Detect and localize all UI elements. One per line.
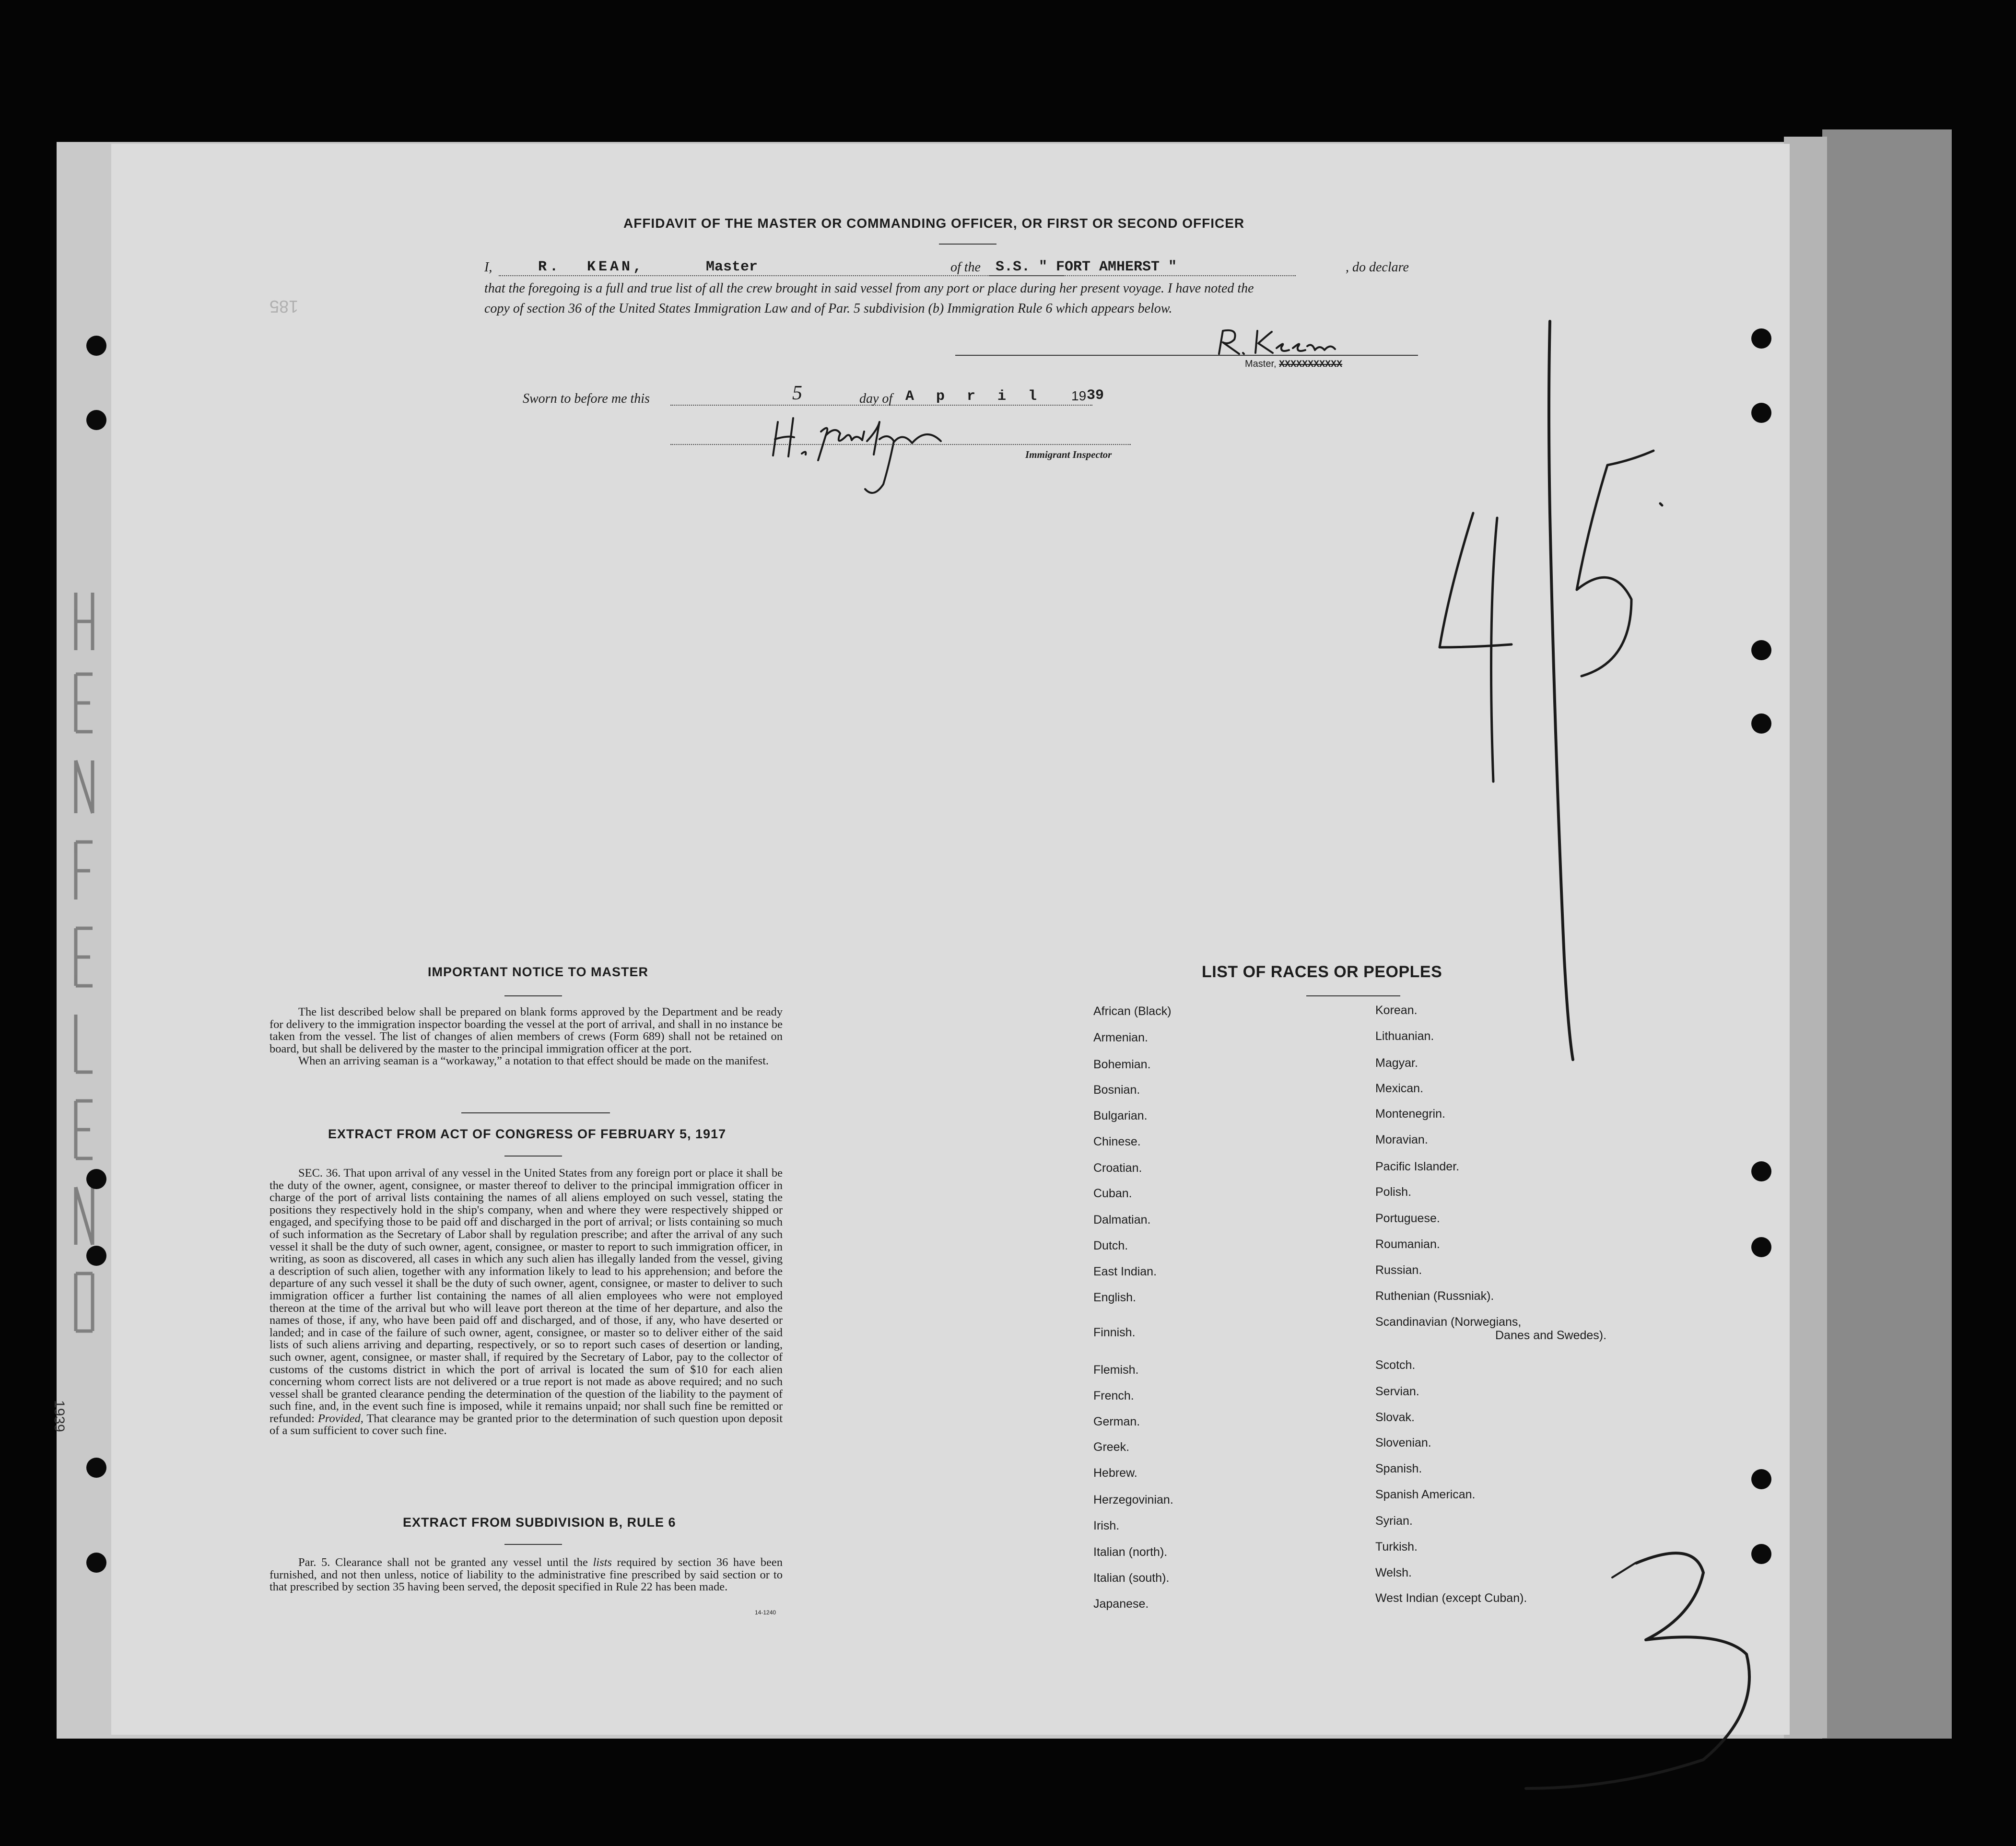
- race-left-item: Greek.: [1093, 1440, 1130, 1454]
- race-left-item: Bosnian.: [1093, 1083, 1140, 1097]
- binder-hole: [1751, 713, 1771, 734]
- binding-strip: [1822, 129, 1952, 1739]
- race-left-item: Irish.: [1093, 1519, 1120, 1532]
- race-left-item: Bohemian.: [1093, 1058, 1151, 1071]
- day-of-label: day of: [859, 391, 893, 406]
- handwritten-markings: [1406, 312, 1838, 1846]
- race-left-item: Japanese.: [1093, 1597, 1149, 1611]
- binder-hole: [86, 410, 106, 430]
- binder-hole: [1751, 328, 1771, 349]
- binder-hole: [1751, 1237, 1771, 1257]
- sworn-day: 5: [792, 382, 802, 404]
- race-left-item: Chinese.: [1093, 1135, 1141, 1148]
- race-right-item: Portuguese.: [1375, 1212, 1440, 1225]
- master-signature: [1205, 325, 1363, 359]
- act-title: EXTRACT FROM ACT OF CONGRESS OF FEBRUARY 5, 1917: [328, 1127, 727, 1141]
- race-left-item: Hebrew.: [1093, 1466, 1137, 1480]
- i-label: I,: [484, 260, 492, 275]
- race-right-item: Lithuanian.: [1375, 1029, 1434, 1043]
- race-right-item: Pacific Islander.: [1375, 1160, 1460, 1173]
- race-right-item: Ruthenian (Russniak).: [1375, 1289, 1494, 1303]
- race-right-item: Slovenian.: [1375, 1436, 1431, 1449]
- race-right-item: Korean.: [1375, 1004, 1418, 1017]
- act-provided: Provided,: [317, 1412, 363, 1425]
- binder-hole: [86, 1169, 106, 1189]
- master-caption: Master,: [1245, 359, 1277, 369]
- race-left-item: Armenian.: [1093, 1031, 1148, 1044]
- races-title: LIST OF RACES OR PEOPLES: [1202, 963, 1442, 981]
- race-left-item: Herzegovinian.: [1093, 1493, 1173, 1507]
- race-right-item: Polish.: [1375, 1185, 1412, 1199]
- act-text-end: That clearance may be granted prior to the determination of such question upon deposit of a sum sufficient to cover such fine.: [270, 1412, 783, 1437]
- race-left-item: Bulgarian.: [1093, 1109, 1148, 1122]
- notice-title: IMPORTANT NOTICE TO MASTER: [428, 965, 648, 979]
- rule6-text-a: Par. 5. Clearance shall not be granted any vessel until the: [298, 1556, 588, 1569]
- inspector-signature: [768, 412, 984, 503]
- margin-year: 1939: [51, 1400, 67, 1432]
- affidavit-line-3: copy of section 36 of the United States Immigration Law and of Par. 5 subdivision (b) Immigration Rule 6 which appears below.: [484, 301, 1172, 316]
- race-left-item: Flemish.: [1093, 1363, 1139, 1377]
- officer-name: R. KEAN,: [538, 259, 645, 275]
- race-left-item: Cuban.: [1093, 1187, 1132, 1200]
- binder-hole: [1751, 1544, 1771, 1564]
- race-right-item: West Indian (except Cuban).: [1375, 1591, 1527, 1605]
- notice-body: [270, 1006, 783, 1067]
- race-right-item: Scandinavian (Norwegians,: [1375, 1315, 1522, 1329]
- master-caption-struck: XXXXXXXXXXX: [1279, 359, 1343, 370]
- race-left-item: Italian (north).: [1093, 1545, 1168, 1559]
- officer-rank: Master: [706, 259, 758, 275]
- binder-hole: [86, 1246, 106, 1266]
- faded-stamp: 185: [270, 297, 299, 316]
- race-left-item: Finnish.: [1093, 1326, 1136, 1339]
- race-right-item: Turkish.: [1375, 1540, 1418, 1554]
- year-prefix: 19: [1071, 388, 1087, 403]
- year-suffix: 39: [1087, 387, 1104, 404]
- affidavit-line-2: that the foregoing is a full and true list of all the crew brought in said vessel from any port or place during her present voyage. I have noted the: [484, 281, 1254, 296]
- of-the-label: of the: [950, 260, 981, 275]
- race-right-item: Roumanian.: [1375, 1238, 1440, 1251]
- notice-paragraph-1: The list described below shall be prepared on blank forms approved by the Department and be ready for delivery to the immigration inspector boarding the vessel at the port of arrival, and shall in no instance be taken from the vessel. The list of changes of alien members of crews (Form 689) shall not be retained on board, but shall be delivered by the master to the principal immigration officer at the port.: [270, 1005, 783, 1055]
- binder-hole: [86, 336, 106, 356]
- race-left-item: Dutch.: [1093, 1239, 1128, 1252]
- declare-label: , do declare: [1346, 260, 1409, 275]
- race-right-item: Mexican.: [1375, 1082, 1424, 1095]
- binder-hole: [1751, 640, 1771, 660]
- race-left-item: German.: [1093, 1415, 1140, 1428]
- race-right-item: Danes and Swedes).: [1495, 1329, 1607, 1342]
- race-right-item: Magyar.: [1375, 1056, 1418, 1070]
- race-right-item: Scotch.: [1375, 1358, 1416, 1372]
- race-right-item: Moravian.: [1375, 1133, 1428, 1146]
- binder-hole: [1751, 1469, 1771, 1489]
- rule6-lists: lists: [593, 1556, 612, 1569]
- binder-hole: [1751, 403, 1771, 423]
- race-left-item: English.: [1093, 1291, 1136, 1304]
- inspector-caption: Immigrant Inspector: [1025, 449, 1112, 460]
- manifest-page: [111, 144, 1790, 1735]
- race-left-item: Croatian.: [1093, 1161, 1142, 1175]
- binder-hole: [86, 1458, 106, 1478]
- race-left-item: Italian (south).: [1093, 1571, 1170, 1585]
- race-right-item: Spanish American.: [1375, 1488, 1476, 1501]
- affidavit-title: AFFIDAVIT OF THE MASTER OR COMMANDING OFFICER, OR FIRST OR SECOND OFFICER: [623, 216, 1245, 231]
- act-body: [270, 1167, 783, 1437]
- notice-paragraph-2: When an arriving seaman is a “workaway,” a notation to that effect should be made on the manifest.: [298, 1054, 769, 1067]
- race-right-item: Russian.: [1375, 1263, 1422, 1277]
- act-text: That upon arrival of any vessel in the United States from any foreign port or place it shall be the duty of the owner, agent, consignee, or master thereof to deliver to the principal immigration officer in charge of the port of arrival lists containing the names of all aliens employed on such vessel, stating the positions they respectively hold in the ship's company, when and where they were respectively shipped or engaged, and specifying those to be paid off and discharged in the port of arrival; or lists containing so much of such information as the Secretary of Labor shall by regulation prescribe; and after the arrival of any such vessel it shall be the duty of such owner, agent, consignee, or master to report to such immigration officer, in writing, as soon as discovered, all cases in which any such alien has illegally landed from the vessel, giving a description of such alien, together with any information likely to lead to his apprehension; and before the departure of any such vessel it shall be the duty of such owner, agent, consignee, or master to deliver to such immigration officer a further list containing the names of all alien employees who were not employed thereon at the time of the arrival but who will leave port thereon at the time of her departure, and also the names of those, if any, who have been paid off and discharged, and of those, if any, who have deserted or landed; and in case of the failure of such owner, agent, consignee, or master so to deliver either of the said lists of such aliens arriving and departing, respectively, or so to report such cases of desertion or landing, such owner, agent, consignee, or master shall, if required by the Secretary of Labor, pay to the collector of customs of the customs district in which the port of arrival is located the sum of $10 for each alien concerning whom correct lists are not delivered or a true report is not made as above required; and no such vessel shall be granted clearance pending the determination of the question of the liability to the payment of such fine, and, in the event such fine is imposed, while it remains unpaid; nor shall such fine be remitted or refunded:: [270, 1167, 783, 1425]
- vessel-name: S.S. " FORT AMHERST ": [996, 259, 1177, 275]
- binder-hole: [1751, 1161, 1771, 1181]
- race-left-item: Dalmatian.: [1093, 1213, 1151, 1227]
- rule6-body: [270, 1556, 783, 1593]
- race-left-item: French.: [1093, 1389, 1134, 1402]
- rule6-text-b: required by section 36 have been furnished, and not then unless, notice of liability to the administrative fine prescribed by said section or to that prescribed by section 35 having been served, the deposit specified in Rule 22 has been made.: [270, 1556, 783, 1593]
- form-code: 14-1240: [755, 1609, 776, 1616]
- race-left-item: East Indian.: [1093, 1265, 1157, 1278]
- sworn-month: A p r i l: [905, 388, 1044, 405]
- race-right-item: Welsh.: [1375, 1566, 1412, 1579]
- race-right-item: Spanish.: [1375, 1462, 1422, 1475]
- title-rule: [939, 244, 996, 245]
- margin-bleedthrough: [57, 142, 114, 1739]
- race-right-item: Servian.: [1375, 1385, 1419, 1398]
- race-right-item: Montenegrin.: [1375, 1107, 1445, 1121]
- sworn-label: Sworn to before me this: [523, 391, 650, 406]
- race-right-item: Slovak.: [1375, 1411, 1415, 1424]
- act-section: SEC. 36.: [298, 1167, 341, 1180]
- race-right-item: Syrian.: [1375, 1514, 1413, 1528]
- race-left-item: African (Black): [1093, 1005, 1172, 1018]
- binder-hole: [86, 1553, 106, 1573]
- rule6-title: EXTRACT FROM SUBDIVISION B, RULE 6: [403, 1515, 676, 1530]
